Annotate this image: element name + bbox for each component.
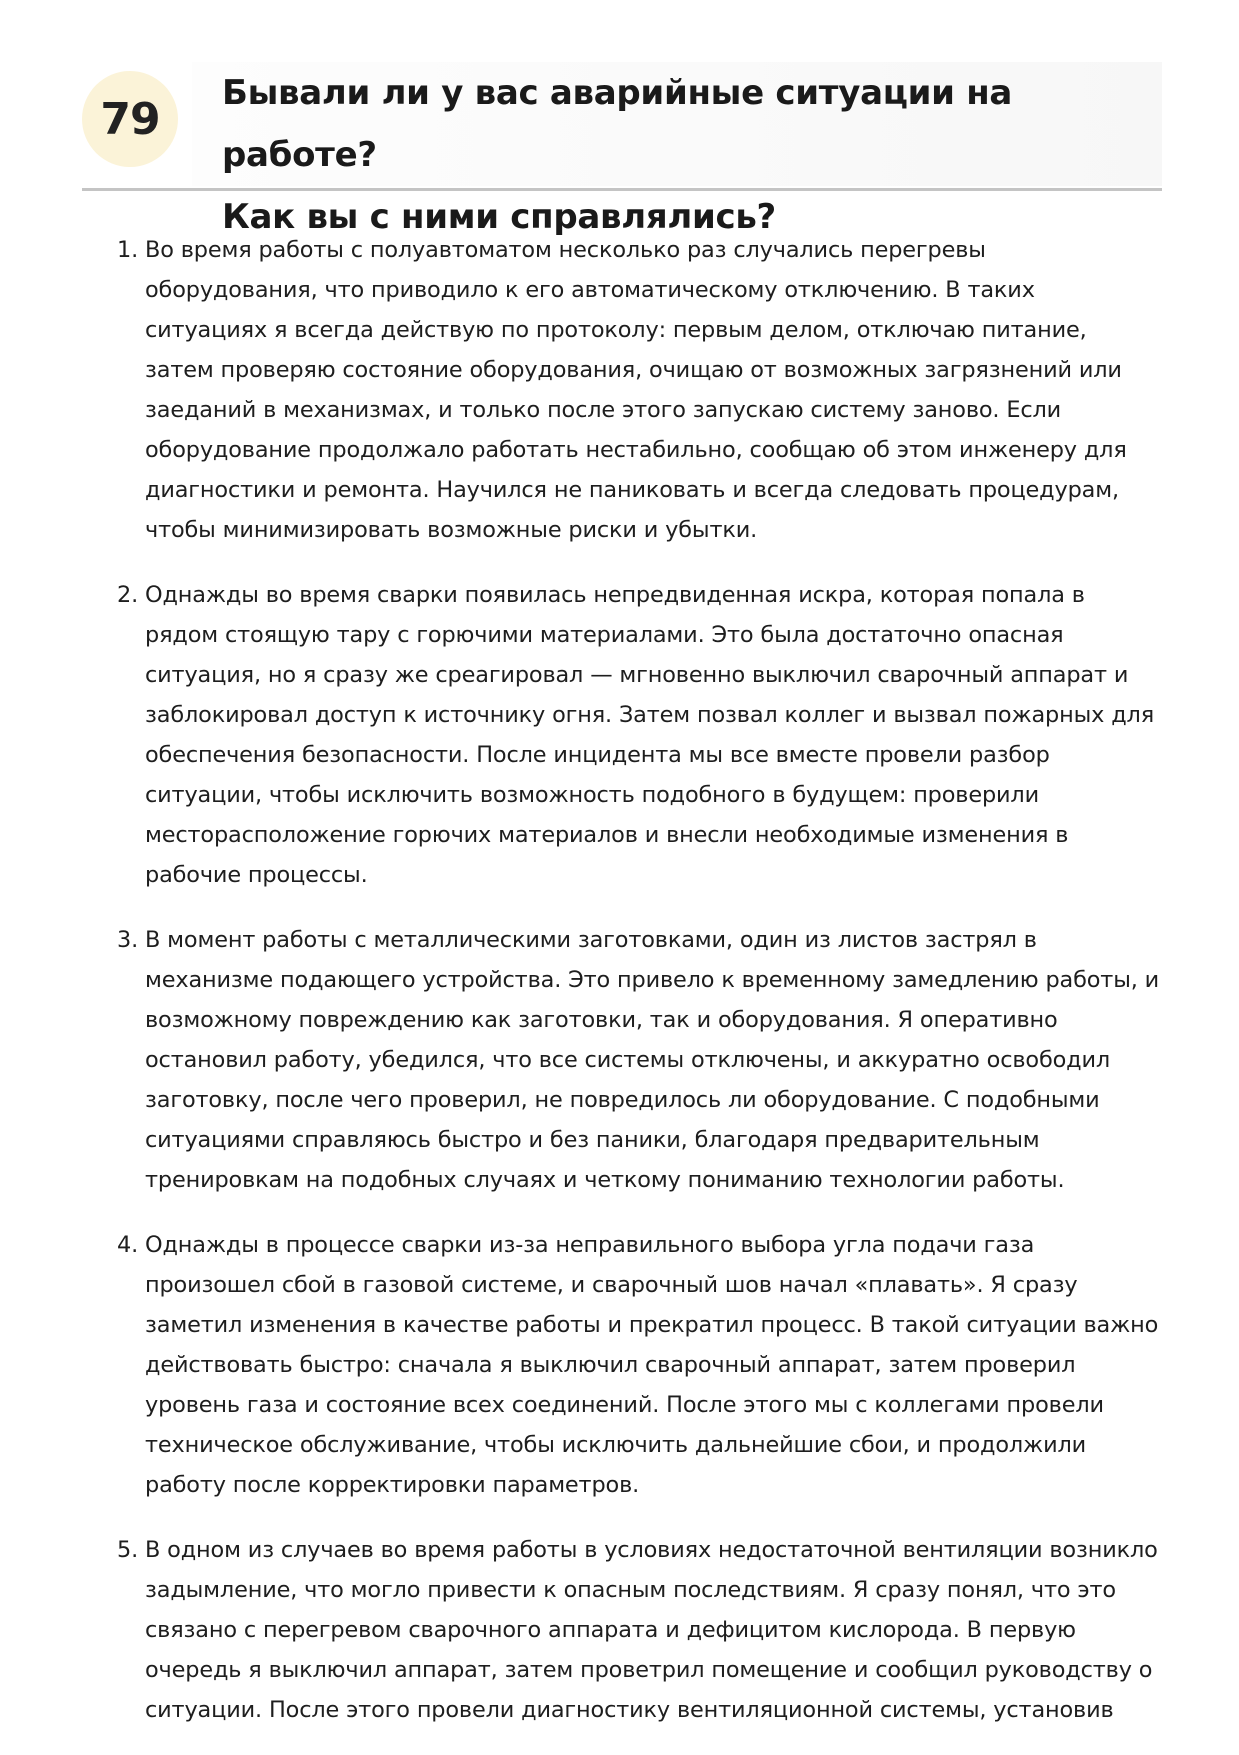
- answer-text: Во время работы с полуавтоматом несколько раз случались перегревы оборудования, что приводило к его автоматическому отключению. В таких ситуациях я всегда действую по протоколу: первым делом, отключаю питание, затем проверяю состояние оборудования, очищаю от возможных загрязнений или заеданий в механизмах, и только после этого запускаю систему заново. Если оборудование продолжало работать нестабильно, сообщаю об этом инженеру для диагностики и ремонта. Научился не паниковать и всегда следовать процедурам, чтобы минимизировать возможные риски и убытки.: [145, 237, 1127, 543]
- answer-item-2: [117, 575, 1162, 895]
- question-number-badge: 79: [82, 71, 178, 167]
- answer-item-1: [117, 230, 1162, 550]
- answer-text: Однажды в процессе сварки из-за неправильного выбора угла подачи газа произошел сбой в газовой системе, и сварочный шов начал «плавать». Я сразу заметил изменения в качестве работы и прекратил процесс. В такой ситуации важно действовать быстро: сначала я выключил сварочный аппарат, затем проверил уровень газа и состояние всех соединений. После этого мы с коллегами провели техническое обслуживание, чтобы исключить дальнейшие сбои, и продолжили работу после корректировки параметров.: [145, 1232, 1159, 1498]
- answer-number: 4.: [117, 1232, 139, 1258]
- answer-text: В одном из случаев во время работы в условиях недостаточной вентиляции возникло задымление, что могло привести к опасным последствиям. Я сразу понял, что это связано с перегревом сварочного аппарата и дефицитом кислорода. В первую очередь я выключил аппарат, затем проветрил помещение и сообщил руководству о ситуации. После этого провели диагностику вентиляционной системы, установив: [145, 1537, 1158, 1723]
- answer-text: В момент работы с металлическими заготовками, один из листов застрял в механизме подающего устройства. Это привело к временному замедлению работы, и возможному повреждению как заготовки, так и оборудования. Я оперативно остановил работу, убедился, что все системы отключены, и аккуратно освободил заготовку, после чего проверил, не повредилось ли оборудование. С подобными ситуациями справляюсь быстро и без паники, благодаря предварительным тренировкам на подобных случаях и четкому пониманию технологии работы.: [145, 927, 1160, 1193]
- answer-number: 1.: [117, 237, 139, 263]
- answer-number: 5.: [117, 1537, 139, 1563]
- answer-number: 3.: [117, 927, 139, 953]
- answer-list: [117, 230, 1162, 1755]
- question-header: [82, 62, 1162, 237]
- question-title: [222, 62, 1162, 248]
- answer-item-3: [117, 920, 1162, 1200]
- answer-item-4: [117, 1225, 1162, 1505]
- question-title-line-2: Как вы с ними справлялись?: [222, 197, 776, 237]
- question-title-line-1: Бывали ли у вас аварийные ситуации на работе?: [222, 73, 1013, 175]
- answer-item-5: [117, 1530, 1162, 1730]
- answer-number: 2.: [117, 582, 139, 608]
- answer-text: Однажды во время сварки появилась непредвиденная искра, которая попала в рядом стоящую тару с горючими материалами. Это была достаточно опасная ситуация, но я сразу же среагировал — мгновенно выключил сварочный аппарат и заблокировал доступ к источнику огня. Затем позвал коллег и вызвал пожарных для обеспечения безопасности. После инцидента мы все вместе провели разбор ситуации, чтобы исключить возможность подобного в будущем: проверили месторасположение горючих материалов и внесли необходимые изменения в рабочие процессы.: [145, 582, 1155, 888]
